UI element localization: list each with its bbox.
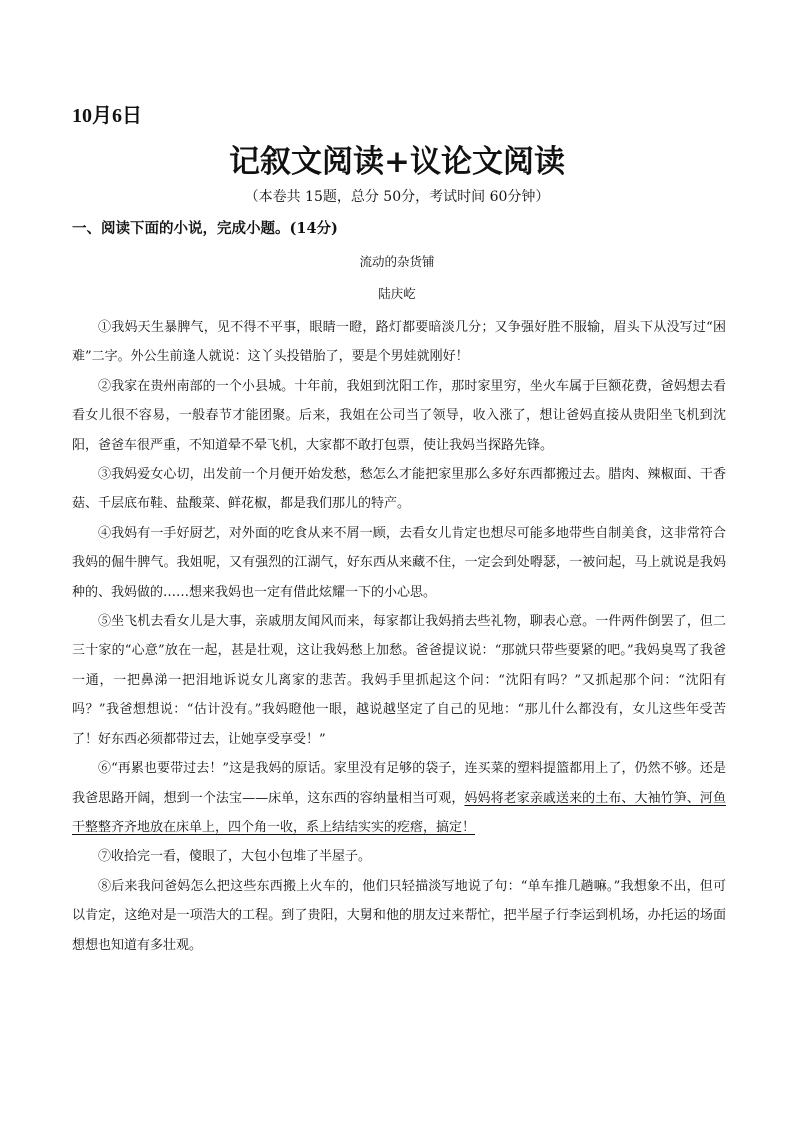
paragraph-text: ②我家在贵州南部的一个小县城。十年前，我姐到沈阳工作，那时家里穷，坐火车属于巨额花费，爸妈想去看看女儿很不容易，一般春节才能团聚。后来，我姐在公司当了领导，收入涨了，想让爸妈直接从贵阳坐飞机到沈阳，爸爸车很严重，不知道晕不晕飞机，大家都不敢打包票，使让我妈当探路先锋。 <box>72 378 726 453</box>
section-heading: 一、阅读下面的小说，完成小题。(14分) <box>72 220 338 237</box>
story-body <box>72 313 726 960</box>
paragraph-5 <box>72 607 726 754</box>
paragraph-text: ⑤坐飞机去看女儿是大事，亲戚朋友闻风而来，每家都让我妈捎去些礼物，聊表心意。一件两件倒罢了，但二三十家的“心意”放在一起，甚是壮观，这让我妈愁上加愁。爸爸提议说：“那就只带些要紧的吧。”我妈臭骂了我爸一通，一把鼻涕一把泪地诉说女儿离家的悲苦。我妈手里抓起这个问：“沈阳有吗？”又抓起那个问：“沈阳有吗？”我爸想想说：“估计没有。”我妈瞪他一眼，越说越坚定了自己的见地：“那儿什么都没有，女儿这些年受苦了！好东西必须都带过去，让她享受享受！” <box>72 614 726 747</box>
exam-info: （本卷共 15题，总分 50分，考试时间 60分钟） <box>244 189 550 205</box>
paragraph-3 <box>72 460 726 519</box>
page-title: 记叙文阅读+议论文阅读 <box>229 144 565 180</box>
paragraph-2 <box>72 372 726 460</box>
paragraph-1 <box>72 313 726 372</box>
paragraph-8 <box>72 872 726 960</box>
paragraph-text: ⑦收拾完一看，傻眼了，大包小包堆了半屋子。 <box>98 849 372 865</box>
paragraph-text: ⑧后来我问爸妈怎么把这些东西搬上火车的，他们只轻描淡写地说了句：“单车推几趟嘛。”我想象不出，但可以肯定，这绝对是一项浩大的工程。到了贵阳，大舅和他的朋友过来帮忙，把半屋子行李运到机场，办托运的场面想想也知道有多壮观。 <box>72 878 726 953</box>
story-author: 陆庆屹 <box>378 286 416 301</box>
exam-date: 10月6日 <box>72 105 142 127</box>
paragraph-text: ⑥“再累也要带过去！”这是我妈的原话。家里没有足够的袋子，连买菜的塑料提篮都用上了，仍然不够。还是我爸思路开阔，想到一个法宝——床单，这东西的容纳量相当可观， <box>72 761 726 806</box>
underlined-sentence: 妈妈将老家亲戚送来的土布、大袖竹笋、河鱼干整整齐齐地放在床单上，四个角一收，系上结结实实的疙瘩，搞定！ <box>72 790 726 835</box>
paragraph-text: ①我妈天生暴脾气，见不得不平事，眼睛一瞪，路灯都要暗淡几分；又争强好胜不服输，眉头下从没写过“困难”二字。外公生前逢人就说：这丫头投错胎了，要是个男娃就刚好！ <box>72 320 726 365</box>
paragraph-7 <box>72 842 726 871</box>
paragraph-4 <box>72 519 726 607</box>
story-title: 流动的杂货铺 <box>359 254 435 269</box>
paragraph-text: ④我妈有一手好厨艺，对外面的吃食从来不屑一顾，去看女儿肯定也想尽可能多地带些自制美食，这非常符合我妈的倔牛脾气。我姐呢，又有强烈的江湖气，好东西从来藏不住，一定会到处嘚瑟，一被问起，马上就说是我妈种的、我妈做的……想来我妈也一定有借此炫耀一下的小心思。 <box>72 525 726 600</box>
paragraph-6 <box>72 754 726 842</box>
paragraph-text: ③我妈爱女心切，出发前一个月便开始发愁，愁怎么才能把家里那么多好东西都搬过去。腊肉、辣椒面、干香菇、千层底布鞋、盐酸菜、鲜花椒，都是我们那儿的特产。 <box>72 467 726 512</box>
